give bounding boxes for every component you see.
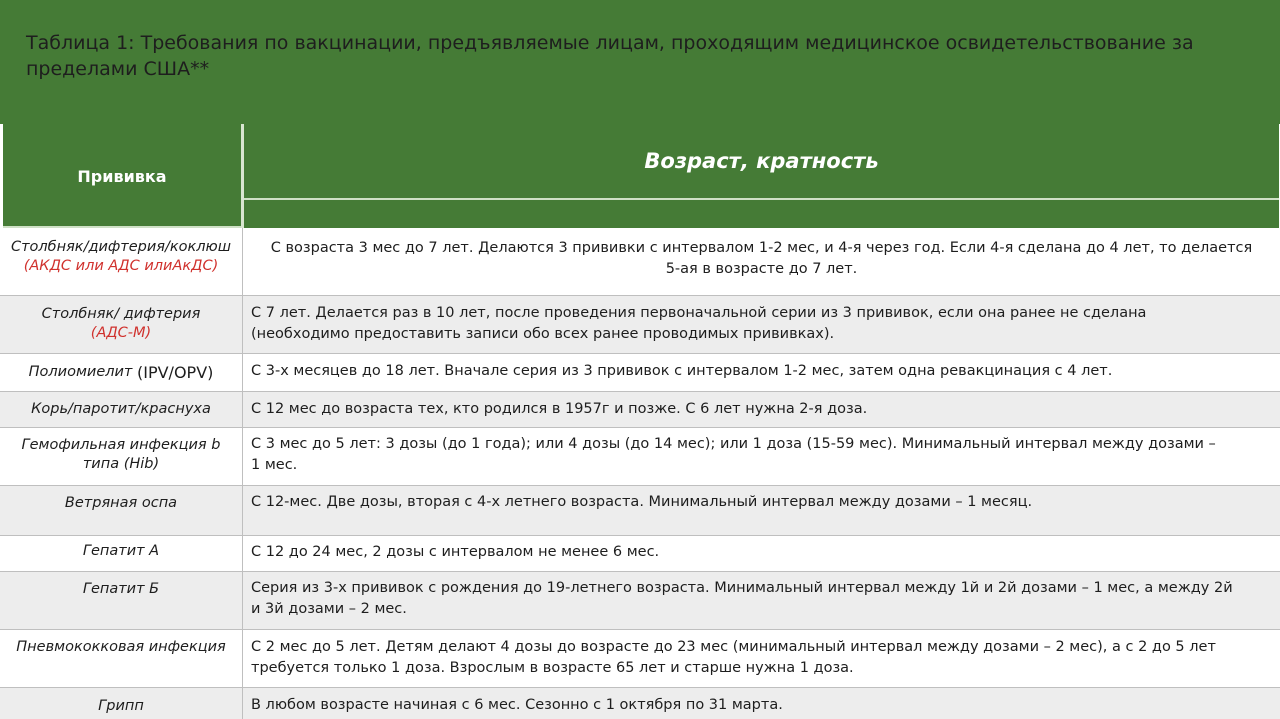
vaccine-schedule — [243, 536, 1280, 571]
vaccine-schedule — [243, 486, 1280, 535]
schedule-line: требуется только 1 доза. Взрослым в возрасте 65 лет и старше нужна 1 доза. — [251, 660, 854, 676]
vaccine-name-text: Пневмококковая инфекция — [16, 639, 226, 655]
schedule-line: С 3 мес до 5 лет: 3 дозы (до 1 года); или 4 дозы (до 14 мес); или 1 доза (15-59 мес). Минимальный интервал между дозами – — [251, 436, 1216, 452]
vaccine-schedule — [243, 688, 1280, 719]
vaccine-name — [0, 428, 243, 485]
table-row — [0, 392, 1280, 428]
vaccine-name-text: Гемофильная инфекция b — [21, 437, 221, 453]
vaccine-name-text: Гепатит Б — [82, 581, 160, 597]
schedule-line: С 12 мес до возраста тех, кто родился в 1957г и позже. С 6 лет нужна 2-я доза. — [251, 401, 868, 417]
vaccine-schedule — [243, 228, 1280, 295]
schedule-line: С 12 до 24 мес, 2 дозы с интервалом не менее 6 мес. — [251, 544, 660, 560]
table-row — [0, 572, 1280, 630]
vaccine-abbrev: (IPV/OPV) — [137, 363, 214, 382]
table-row — [0, 228, 1280, 296]
vaccine-schedule — [243, 392, 1280, 427]
vaccine-name — [0, 486, 243, 535]
vaccine-schedule — [243, 354, 1280, 391]
schedule-line: (необходимо предоставить записи обо всех ранее проводимых прививках). — [251, 326, 835, 342]
schedule-line: и 3й дозами – 2 мес. — [251, 601, 407, 617]
vaccine-schedule — [243, 296, 1280, 353]
table-row — [0, 428, 1280, 486]
table-row — [0, 688, 1280, 719]
table-row — [0, 296, 1280, 354]
schedule-line: 1 мес. — [251, 457, 298, 473]
table-row — [0, 486, 1280, 536]
vaccine-name — [0, 536, 243, 571]
vaccine-name-text: типа (Hib) — [82, 456, 160, 472]
schedule-line: Серия из 3-х прививок с рождения до 19-летнего возраста. Минимальный интервал между 1й и 2й дозами – 1 мес, а между 2й — [251, 580, 1233, 596]
title-bar — [0, 0, 1280, 124]
header-age — [244, 124, 1279, 228]
vaccine-name — [0, 630, 243, 687]
table-row — [0, 536, 1280, 572]
schedule-line: С 7 лет. Делается раз в 10 лет, после проведения первоначальной серии из 3 прививок, если она ранее не сделана — [251, 305, 1147, 321]
vaccine-name — [0, 392, 243, 427]
vaccine-schedule — [243, 630, 1280, 687]
vaccine-name — [0, 354, 243, 391]
schedule-line: 5-ая в возрасте до 7 лет. — [665, 261, 858, 277]
vaccine-name-text: Столбняк/ дифтерия — [41, 306, 201, 322]
vaccine-schedule — [243, 428, 1280, 485]
table-title: Таблица 1: Требования по вакцинации, предъявляемые лицам, проходящим медицинское освидетельствование за пределами США** — [26, 32, 1194, 80]
vaccine-name-text: Гепатит А — [82, 543, 160, 559]
vaccine-name — [0, 688, 243, 719]
vaccine-name-text: Столбняк/дифтерия/коклюш — [10, 239, 232, 255]
vaccine-name-text: Ветряная оспа — [64, 495, 178, 511]
table-row — [0, 630, 1280, 688]
vaccine-name — [0, 572, 243, 629]
schedule-line: С 2 мес до 5 лет. Детям делают 4 дозы до возрасте до 23 мес (минимальный интервал между дозами – 2 мес), а с 2 до 5 лет — [251, 639, 1216, 655]
vaccine-name-text: Грипп — [98, 698, 144, 714]
vaccine-name — [0, 228, 243, 295]
header-vaccine-label: Прививка — [77, 166, 167, 186]
schedule-line: С 12-мес. Две дозы, вторая с 4-х летнего возраста. Минимальный интервал между дозами – 1 месяц. — [251, 494, 1033, 510]
vaccine-name-text: Корь/паротит/краснуха — [31, 401, 211, 417]
vaccine-name-text: Полиомиелит — [28, 364, 133, 380]
header-divider — [244, 198, 1279, 200]
header-age-label: Возраст, кратность — [644, 149, 879, 173]
table-row — [0, 354, 1280, 392]
vaccine-abbrev: (АКДС или АДС илиАкДС) — [23, 258, 219, 274]
schedule-line: С 3-х месяцев до 18 лет. Вначале серия из 3 прививок с интервалом 1-2 мес, затем одна ревакцинация с 4 лет. — [251, 363, 1113, 379]
schedule-line: С возраста 3 мес до 7 лет. Делаются 3 прививки с интервалом 1-2 мес, и 4-я через год. Если 4-я сделана до 4 лет, то делается — [270, 240, 1253, 256]
schedule-line: В любом возрасте начиная с 6 мес. Сезонно с 1 октября по 31 марта. — [251, 697, 783, 713]
vaccine-abbrev: (АДС-М) — [90, 325, 152, 341]
vaccine-schedule — [243, 572, 1280, 629]
vaccine-name — [0, 296, 243, 353]
header-vaccine — [3, 124, 241, 228]
